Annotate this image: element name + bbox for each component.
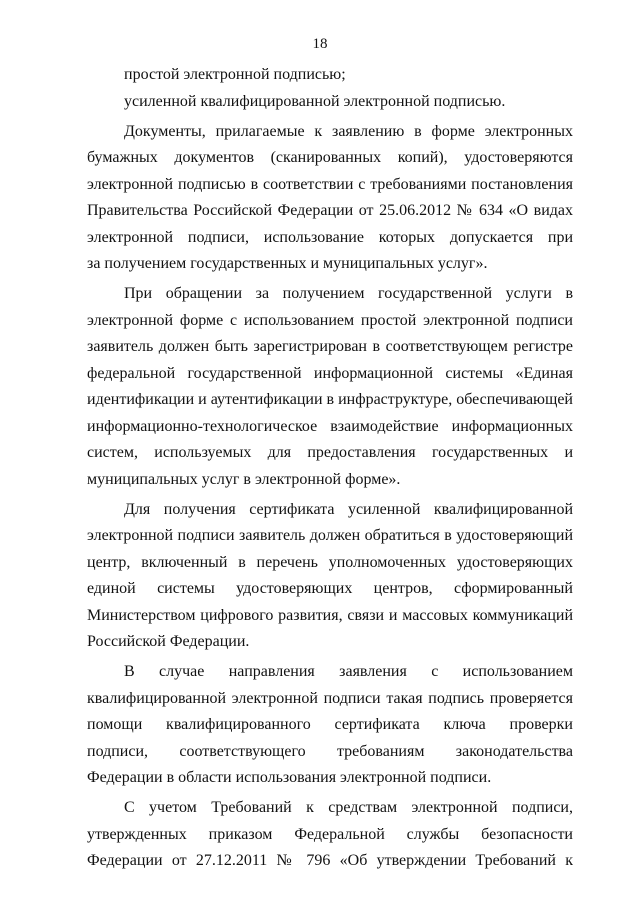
- text-line: помощи квалифицированного сертификата ключа проверки: [87, 716, 573, 733]
- paragraph: [87, 281, 573, 493]
- text-line: за получением государственных и муниципальных услуг».: [87, 255, 488, 272]
- text-line: В случае направления заявления с использованием: [124, 663, 573, 680]
- paragraph: [87, 795, 573, 875]
- text-line: Правительства Российской Федерации от 25.06.2012 № 634 «О видах: [87, 202, 573, 219]
- text-line: С учетом Требований к средствам электронной подписи,: [124, 799, 573, 816]
- text-line: Министерством цифрового развития, связи и массовых коммуникаций: [87, 606, 573, 624]
- text-line: утвержденных приказом Федеральной службы безопасности: [87, 825, 573, 843]
- text-line: Документы, прилагаемые к заявлению в форме электронных: [124, 122, 573, 140]
- page-number: 18: [312, 36, 328, 52]
- text-line: муниципальных услуг в электронной форме».: [87, 470, 401, 488]
- text-line: квалифицированной электронной подписи такая подпись проверяется: [87, 689, 573, 707]
- paragraph: [87, 62, 573, 89]
- paragraph: [87, 659, 573, 792]
- text-line: Для получения сертификата усиленной квалифицированной: [124, 500, 573, 518]
- text-line: Федерации от 27.12.2011 № 796 «Об утверждении Требований к: [87, 852, 573, 869]
- text-line: идентификации и аутентификации в инфраструктуре, обеспечивающей: [87, 391, 573, 408]
- text-line: электронной форме с использованием простой электронной подписи: [87, 311, 573, 329]
- paragraph: [87, 89, 573, 116]
- text-line: электронной подписи заявитель должен обратиться в удостоверяющий: [87, 527, 573, 544]
- text-line: усиленной квалифицированной электронной подписью.: [124, 92, 506, 110]
- text-line: федеральной государственной информационной системы «Единая: [87, 364, 573, 382]
- text-line: простой электронной подписью;: [124, 66, 346, 83]
- paragraph: [87, 119, 573, 278]
- text-line: единой системы удостоверяющих центров, сформированный: [87, 580, 573, 597]
- text-line: электронной подписи, использование которых допускается при: [87, 228, 573, 246]
- text-line: заявитель должен быть зарегистрирован в соответствующем регистре: [87, 338, 573, 355]
- text-line: электронной подписью в соответствии с требованиями постановления: [87, 175, 573, 193]
- text-line: бумажных документов (сканированных копий), удостоверяются: [87, 149, 573, 166]
- text-line: Федерации в области использования электронной подписи.: [87, 769, 492, 786]
- text-line: При обращении за получением государственной услуги в: [124, 285, 573, 302]
- text-line: систем, используемых для предоставления государственных и: [87, 444, 573, 461]
- text-line: центр, включенный в перечень уполномоченных удостоверяющих: [87, 553, 573, 571]
- text-line: информационно-технологическое взаимодействие информационных: [87, 417, 573, 435]
- text-line: подписи, соответствующего требованиям законодательства: [87, 742, 573, 760]
- document-body: [87, 62, 573, 875]
- paragraph: [87, 497, 573, 656]
- text-line: Российской Федерации.: [87, 633, 250, 650]
